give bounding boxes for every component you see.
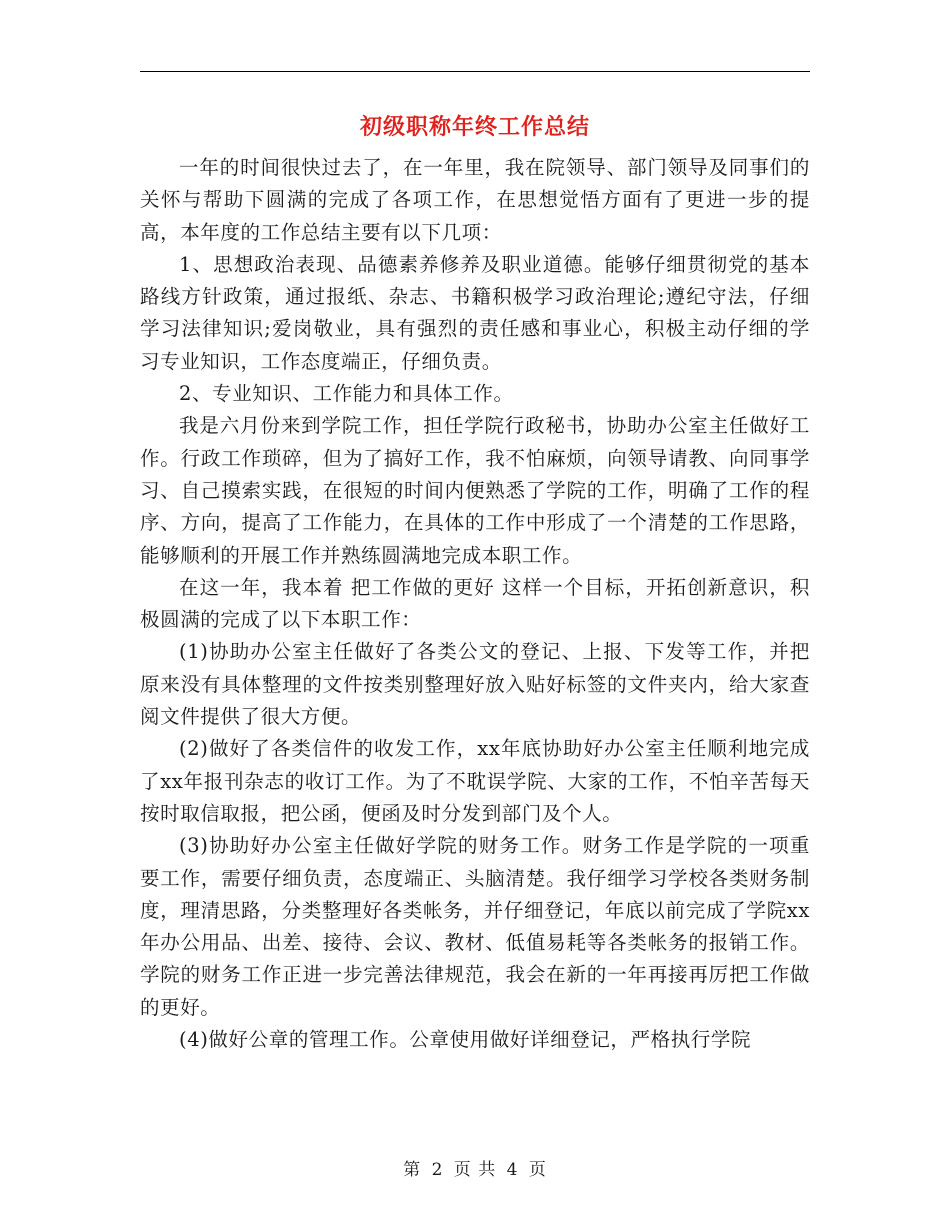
- paragraph-duty-2: (2)做好了各类信件的收发工作，xx年底协助好办公室主任顺利地完成了xx年报刊杂志的收订工作。为了不耽误学院、大家的工作，不怕辛苦每天按时取信取报，把公函，便函及时分发到部门及个人。: [140, 737, 810, 825]
- header-rule: [140, 71, 810, 72]
- paragraph-duty-4: (4)做好公章的管理工作。公章使用做好详细登记，严格执行学院: [179, 1028, 752, 1052]
- footer-page-number: 2: [431, 1160, 444, 1180]
- page-footer: [0, 1155, 950, 1180]
- paragraph-item-1: 1、思想政治表现、品德素养修养及职业道德。能够仔细贯彻党的基本路线方针政策，通过报纸、杂志、书籍积极学习政治理论;遵纪守法，仔细学习法律知识;爱岗敬业，具有强烈的责任感和事业心，积极主动仔细的学习专业知识，工作态度端正，仔细负责。: [140, 252, 810, 373]
- paragraph-work-description: 我是六月份来到学院工作，担任学院行政秘书，协助办公室主任做好工作。行政工作琐碎，但为了搞好工作，我不怕麻烦，向领导请教、向同事学习、自己摸索实践，在很短的时间内便熟悉了学院的工作，明确了工作的程序、方向，提高了工作能力，在具体的工作中形成了一个清楚的工作思路，能够顺利的开展工作并熟练圆满地完成本职工作。: [140, 414, 810, 567]
- footer-prefix: 第: [403, 1160, 422, 1180]
- paragraph-year-goal: 在这一年，我本着 把工作做的更好 这样一个目标，开拓创新意识，积极圆满的完成了以下本职工作：: [140, 575, 810, 632]
- footer-mid: 页 共: [453, 1160, 497, 1180]
- document-title: 初级职称年终工作总结: [359, 114, 590, 140]
- paragraph-duty-3: (3)协助好办公室主任做好学院的财务工作。财务工作是学院的一项重要工作，需要仔细负责，态度端正、头脑清楚。我仔细学习学校各类财务制度，理清思路，分类整理好各类帐务，并仔细登记，年底以前完成了学院xx年办公用品、出差、接待、会议、教材、低值易耗等各类帐务的报销工作。学院的财务工作正进一步完善法律规范，我会在新的一年再接再厉把工作做的更好。: [140, 834, 810, 1019]
- paragraph-item-2: 2、专业知识、工作能力和具体工作。: [179, 382, 514, 406]
- document-body: [140, 152, 810, 1056]
- footer-suffix: 页: [528, 1160, 547, 1180]
- paragraph-duty-1: (1)协助办公室主任做好了各类公文的登记、上报、下发等工作，并把原来没有具体整理的文件按类别整理好放入贴好标签的文件夹内，给大家查阅文件提供了很大方便。: [140, 640, 810, 729]
- paragraph-intro: 一年的时间很快过去了，在一年里，我在院领导、部门领导及同事们的关怀与帮助下圆满的完成了各项工作，在思想觉悟方面有了更进一步的提高，本年度的工作总结主要有以下几项：: [140, 156, 810, 244]
- footer-total-pages: 4: [506, 1160, 519, 1180]
